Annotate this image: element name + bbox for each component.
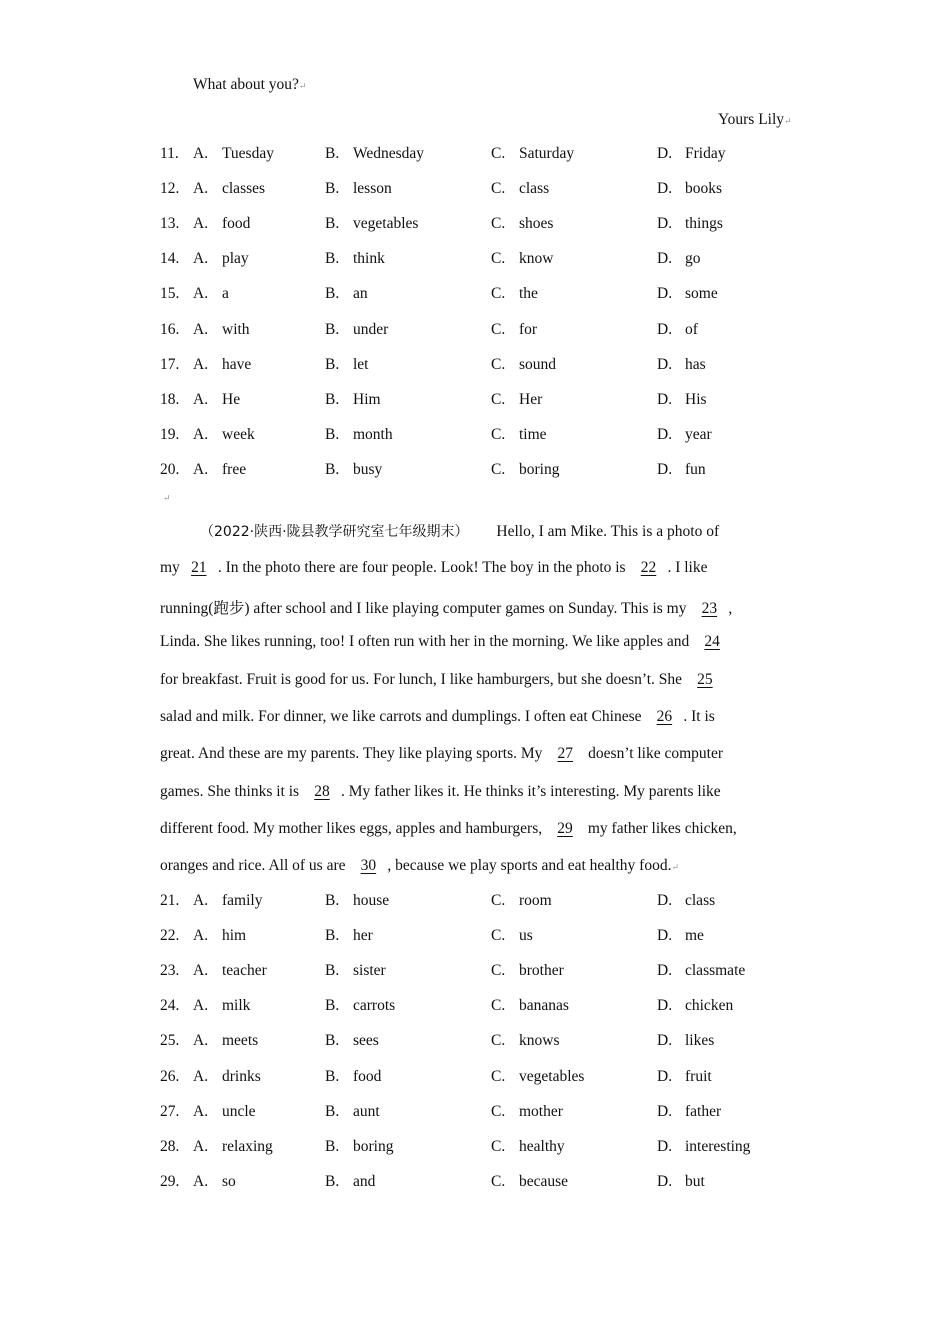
question-number: 18. xyxy=(160,390,180,408)
option-c-text: Her xyxy=(519,390,543,408)
question-row xyxy=(160,356,800,378)
question-number: 26. xyxy=(160,1067,180,1085)
option-a-letter: A. xyxy=(193,215,209,233)
option-c-letter: C. xyxy=(491,215,506,233)
option-b-letter: B. xyxy=(325,997,340,1015)
option-c-letter: C. xyxy=(491,1067,506,1085)
option-a-letter: A. xyxy=(193,1102,209,1120)
blank-30: 30 xyxy=(360,857,377,874)
option-b-letter: B. xyxy=(325,927,340,945)
option-c-letter: C. xyxy=(491,250,506,268)
option-a-text: teacher xyxy=(222,962,267,980)
question-number: 14. xyxy=(160,250,180,268)
option-b-letter: B. xyxy=(325,250,340,268)
option-b-letter: B. xyxy=(325,1137,340,1155)
option-d-letter: D. xyxy=(657,215,673,233)
option-d-text: His xyxy=(685,390,707,408)
option-a-letter: A. xyxy=(193,425,209,443)
option-c-letter: C. xyxy=(491,180,506,198)
option-d-text: father xyxy=(685,1102,722,1120)
blank-24: 24 xyxy=(704,633,720,650)
option-b-text: Wednesday xyxy=(353,145,425,162)
question-row xyxy=(160,180,800,202)
question-number: 16. xyxy=(160,320,180,338)
option-a-letter: A. xyxy=(193,1172,209,1190)
question-number: 13. xyxy=(160,215,180,233)
option-a-letter: A. xyxy=(193,1032,209,1050)
option-c-text: boring xyxy=(519,460,560,478)
option-d-text: me xyxy=(685,927,704,945)
option-b-text: think xyxy=(353,250,385,268)
option-c-text: sound xyxy=(519,355,557,373)
option-a-text: have xyxy=(222,355,252,373)
passage-line-1: （2022·陕西·陇县教学研究室七年级期末） Hello, I am Mike. This is a photo of xyxy=(200,523,720,540)
question-row xyxy=(160,145,800,167)
question-number: 20. xyxy=(160,460,180,478)
option-c-text: room xyxy=(519,892,552,909)
option-b-text: let xyxy=(353,355,369,373)
question-row xyxy=(160,1032,800,1054)
option-c-letter: C. xyxy=(491,355,506,373)
option-d-text: go xyxy=(685,250,701,268)
option-a-letter: A. xyxy=(193,285,209,303)
option-b-text: an xyxy=(353,285,368,303)
option-d-letter: D. xyxy=(657,460,673,478)
option-a-letter: A. xyxy=(193,180,209,198)
option-a-text: play xyxy=(222,250,249,268)
option-a-text: meets xyxy=(222,1032,259,1050)
option-d-letter: D. xyxy=(657,1032,673,1050)
option-c-text: know xyxy=(519,250,554,268)
question-row xyxy=(160,285,800,307)
option-a-letter: A. xyxy=(193,892,209,909)
option-b-text: month xyxy=(353,425,393,443)
option-d-letter: D. xyxy=(657,285,673,303)
option-c-text: time xyxy=(519,425,547,443)
option-b-text: vegetables xyxy=(353,215,419,233)
option-d-text: Friday xyxy=(685,145,726,162)
option-a-letter: A. xyxy=(193,1137,209,1155)
passage-line-10: oranges and rice. All of us are 30 , because we play sports and eat healthy food.↵ xyxy=(160,857,680,874)
option-a-text: so xyxy=(222,1172,236,1190)
option-b-text: lesson xyxy=(353,180,392,198)
option-b-text: under xyxy=(353,320,389,338)
option-d-letter: D. xyxy=(657,927,673,945)
passage-line-6: salad and milk. For dinner, we like carrots and dumplings. I often eat Chinese 26 . It is xyxy=(160,708,715,725)
option-a-letter: A. xyxy=(193,390,209,408)
option-c-letter: C. xyxy=(491,892,506,909)
question-row xyxy=(160,250,800,272)
option-d-text: fruit xyxy=(685,1067,712,1085)
option-a-letter: A. xyxy=(193,320,209,338)
passage-line-4: Linda. She likes running, too! I often run with her in the morning. We like apples and 24 xyxy=(160,633,790,651)
option-d-letter: D. xyxy=(657,1102,673,1120)
option-b-letter: B. xyxy=(325,145,340,162)
option-b-letter: B. xyxy=(325,1067,340,1085)
option-d-text: but xyxy=(685,1172,705,1190)
blank-26: 26 xyxy=(656,708,673,725)
question-row xyxy=(160,1173,800,1195)
question-row xyxy=(160,461,800,483)
option-d-text: fun xyxy=(685,460,706,478)
option-c-letter: C. xyxy=(491,145,506,162)
option-d-text: year xyxy=(685,425,712,443)
option-b-letter: B. xyxy=(325,215,340,233)
option-b-letter: B. xyxy=(325,892,340,909)
question-row xyxy=(160,1103,800,1125)
option-b-text: Him xyxy=(353,390,381,408)
option-a-text: a xyxy=(222,285,229,303)
option-d-text: some xyxy=(685,285,718,303)
option-d-text: books xyxy=(685,180,723,198)
question-number: 22. xyxy=(160,927,180,945)
option-b-letter: B. xyxy=(325,425,340,443)
option-a-text: relaxing xyxy=(222,1137,273,1155)
option-a-text: with xyxy=(222,320,250,338)
blank-29: 29 xyxy=(557,820,573,837)
option-b-text: busy xyxy=(353,460,383,478)
option-c-text: vegetables xyxy=(519,1067,585,1085)
option-a-letter: A. xyxy=(193,997,209,1015)
question-row xyxy=(160,426,800,448)
option-c-text: class xyxy=(519,180,550,198)
option-d-letter: D. xyxy=(657,145,673,162)
option-b-text: food xyxy=(353,1067,382,1085)
option-b-text: and xyxy=(353,1172,376,1190)
question-row xyxy=(160,892,800,914)
passage-line-5: for breakfast. Fruit is good for us. For lunch, I like hamburgers, but she doesn’t. She 25 xyxy=(160,671,790,689)
option-c-letter: C. xyxy=(491,1172,506,1190)
option-c-letter: C. xyxy=(491,460,506,478)
question-number: 28. xyxy=(160,1137,180,1155)
option-c-text: knows xyxy=(519,1032,560,1050)
option-b-text: sister xyxy=(353,962,386,980)
blank-27: 27 xyxy=(557,745,574,762)
option-d-letter: D. xyxy=(657,1172,673,1190)
blank-23: 23 xyxy=(701,600,718,617)
question-number: 15. xyxy=(160,285,180,303)
option-b-letter: B. xyxy=(325,355,340,373)
blank-28: 28 xyxy=(314,783,330,800)
option-c-letter: C. xyxy=(491,962,506,980)
option-a-text: family xyxy=(222,892,263,909)
option-d-text: of xyxy=(685,320,698,338)
letter-signature: Yours Lily↵ xyxy=(718,111,792,128)
option-c-text: for xyxy=(519,320,538,338)
passage-line-8: games. She thinks it is 28 . My father likes it. He thinks it’s interesting. My parents like xyxy=(160,783,721,800)
option-d-text: class xyxy=(685,892,716,909)
question-number: 17. xyxy=(160,355,180,373)
option-d-letter: D. xyxy=(657,250,673,268)
question-number: 24. xyxy=(160,997,180,1015)
option-d-text: likes xyxy=(685,1032,715,1050)
option-b-letter: B. xyxy=(325,180,340,198)
option-b-text: aunt xyxy=(353,1102,380,1120)
option-b-letter: B. xyxy=(325,390,340,408)
option-a-text: milk xyxy=(222,997,251,1015)
passage-line-7: great. And these are my parents. They like playing sports. My 27 doesn’t like computer xyxy=(160,745,724,762)
option-b-letter: B. xyxy=(325,962,340,980)
option-d-letter: D. xyxy=(657,1137,673,1155)
option-c-text: the xyxy=(519,285,538,303)
option-a-letter: A. xyxy=(193,460,209,478)
option-d-text: chicken xyxy=(685,997,734,1015)
option-a-text: him xyxy=(222,927,247,945)
option-a-text: drinks xyxy=(222,1067,261,1085)
option-c-letter: C. xyxy=(491,320,506,338)
option-c-text: us xyxy=(519,927,533,945)
option-b-text: sees xyxy=(353,1032,379,1050)
question-row xyxy=(160,962,800,984)
option-c-letter: C. xyxy=(491,1102,506,1120)
option-a-text: Tuesday xyxy=(222,145,274,162)
option-a-letter: A. xyxy=(193,250,209,268)
option-c-letter: C. xyxy=(491,425,506,443)
option-c-letter: C. xyxy=(491,1137,506,1155)
option-c-text: healthy xyxy=(519,1137,565,1155)
question-number: 21. xyxy=(160,892,180,909)
option-b-letter: B. xyxy=(325,460,340,478)
option-a-text: week xyxy=(222,425,255,443)
option-d-letter: D. xyxy=(657,962,673,980)
passage-source: （2022·陕西·陇县教学研究室七年级期末） xyxy=(200,524,469,540)
blank-25: 25 xyxy=(697,671,713,688)
option-c-letter: C. xyxy=(491,927,506,945)
option-d-letter: D. xyxy=(657,892,673,909)
option-a-text: food xyxy=(222,215,251,233)
option-c-text: brother xyxy=(519,962,564,980)
passage-line-9: different food. My mother likes eggs, apples and hamburgers, 29 my father likes chicken, xyxy=(160,820,737,837)
option-a-letter: A. xyxy=(193,927,209,945)
option-a-text: He xyxy=(222,390,241,408)
option-d-letter: D. xyxy=(657,390,673,408)
option-c-letter: C. xyxy=(491,390,506,408)
option-d-letter: D. xyxy=(657,1067,673,1085)
question-row xyxy=(160,1068,800,1090)
option-d-text: classmate xyxy=(685,962,746,980)
option-b-letter: B. xyxy=(325,320,340,338)
option-a-letter: A. xyxy=(193,962,209,980)
question-number: 25. xyxy=(160,1032,180,1050)
question-row xyxy=(160,1138,800,1160)
question-number: 12. xyxy=(160,180,180,198)
option-d-letter: D. xyxy=(657,425,673,443)
question-row xyxy=(160,391,800,413)
option-b-letter: B. xyxy=(325,1032,340,1050)
option-b-text: boring xyxy=(353,1137,394,1155)
option-b-text: carrots xyxy=(353,997,396,1015)
option-d-letter: D. xyxy=(657,320,673,338)
option-b-letter: B. xyxy=(325,1102,340,1120)
question-number: 23. xyxy=(160,962,180,980)
option-d-text: has xyxy=(685,355,706,373)
letter-closing-question: What about you?↵ xyxy=(193,76,307,93)
option-a-text: classes xyxy=(222,180,266,198)
option-a-letter: A. xyxy=(193,1067,209,1085)
option-c-letter: C. xyxy=(491,285,506,303)
option-d-text: things xyxy=(685,215,723,233)
option-b-letter: B. xyxy=(325,285,340,303)
paragraph-mark: ↵ xyxy=(163,493,171,503)
passage-line-2: my 21 . In the photo there are four people. Look! The boy in the photo is 22 . I like xyxy=(160,559,708,576)
option-b-text: her xyxy=(353,927,373,945)
option-c-text: because xyxy=(519,1172,569,1190)
option-d-letter: D. xyxy=(657,997,673,1015)
blank-21: 21 xyxy=(191,559,207,576)
option-c-text: Saturday xyxy=(519,145,575,162)
question-row xyxy=(160,321,800,343)
option-c-letter: C. xyxy=(491,997,506,1015)
option-c-text: bananas xyxy=(519,997,569,1015)
option-a-letter: A. xyxy=(193,145,209,162)
option-a-text: free xyxy=(222,460,247,478)
question-number: 19. xyxy=(160,425,180,443)
option-d-text: interesting xyxy=(685,1137,751,1155)
question-row xyxy=(160,215,800,237)
option-d-letter: D. xyxy=(657,180,673,198)
option-a-letter: A. xyxy=(193,355,209,373)
option-d-letter: D. xyxy=(657,355,673,373)
passage-line-3: running(跑步) after school and I like playing computer games on Sunday. This is my 23 , xyxy=(160,600,733,617)
blank-22: 22 xyxy=(640,559,657,576)
option-c-text: mother xyxy=(519,1102,563,1120)
option-c-letter: C. xyxy=(491,1032,506,1050)
question-row xyxy=(160,927,800,949)
option-b-letter: B. xyxy=(325,1172,340,1190)
option-c-text: shoes xyxy=(519,215,554,233)
question-row xyxy=(160,997,800,1019)
question-number: 27. xyxy=(160,1102,180,1120)
option-b-text: house xyxy=(353,892,390,909)
question-number: 29. xyxy=(160,1172,180,1190)
question-number: 11. xyxy=(160,145,179,162)
option-a-text: uncle xyxy=(222,1102,256,1120)
